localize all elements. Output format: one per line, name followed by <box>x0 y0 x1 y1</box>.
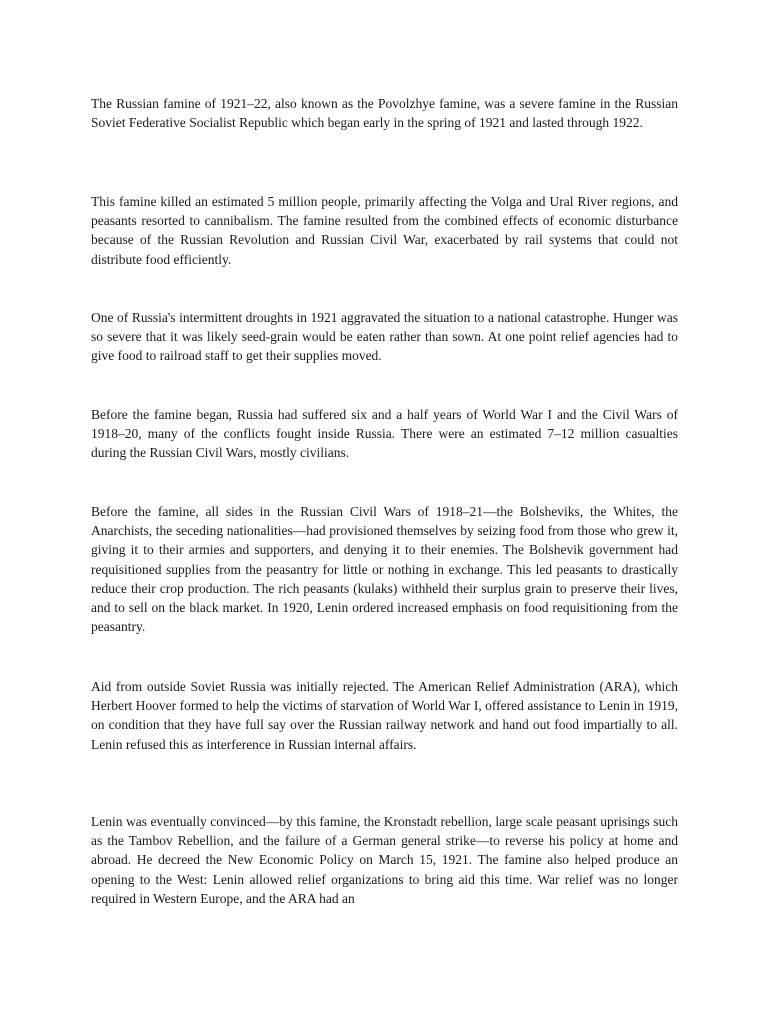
paragraph-drought: One of Russia's intermittent droughts in 1921 aggravated the situation to a national catastrophe. Hunger was so severe that it was likely seed-grain would be eaten rather than sown. At one point relief agencies had to give food to railroad staff to get their supplies moved. <box>91 310 678 364</box>
paragraph-famine-casualties: This famine killed an estimated 5 million people, primarily affecting the Volga and Ural River regions, and peasants resorted to cannibalism. The famine resulted from the combined effects of economic disturbance because of the Russian Revolution and Russian Civil War, exacerbated by rail systems that could not distribute food efficiently. <box>91 194 678 267</box>
paragraph-requisitioning: Before the famine, all sides in the Russian Civil Wars of 1918–21—the Bolsheviks, the Whites, the Anarchists, the seceding nationalities—had provisioned themselves by seizing food from those who grew it, giving it to their armies and supporters, and denying it to their enemies. The Bolshevik government had requisitioned supplies from the peasantry for little or nothing in exchange. This led peasants to drastically reduce their crop production. The rich peasants (kulaks) withheld their surplus grain to preserve their lives, and to sell on the black market. In 1920, Lenin ordered increased emphasis on food requisitioning from the peasantry. <box>91 504 678 635</box>
paragraph-foreign-aid: Aid from outside Soviet Russia was initially rejected. The American Relief Administration (ARA), which Herbert Hoover formed to help the victims of starvation of World War I, offered assistance to Lenin in 1919, on condition that they have full say over the Russian railway network and hand out food impartially to all. Lenin refused this as interference in Russian internal affairs. <box>91 679 678 752</box>
paragraph-lenin-policy: Lenin was eventually convinced—by this famine, the Kronstadt rebellion, large scale peasant uprisings such as the Tambov Rebellion, and the failure of a German general strike—to reverse his policy at home and abroad. He decreed the New Economic Policy on March 15, 1921. The famine also helped produce an opening to the West: Lenin allowed relief organizations to bring aid this time. War relief was no longer required in Western Europe, and the ARA had an <box>91 814 678 906</box>
paragraph-famine-overview: The Russian famine of 1921–22, also known as the Povolzhye famine, was a severe famine in the Russian Soviet Federative Socialist Republic which began early in the spring of 1921 and lasted through 1922. <box>91 96 678 131</box>
paragraph-war-background: Before the famine began, Russia had suffered six and a half years of World War I and the Civil Wars of 1918–20, many of the conflicts fought inside Russia. There were an estimated 7–12 million casualties during the Russian Civil Wars, mostly civilians. <box>91 407 678 461</box>
